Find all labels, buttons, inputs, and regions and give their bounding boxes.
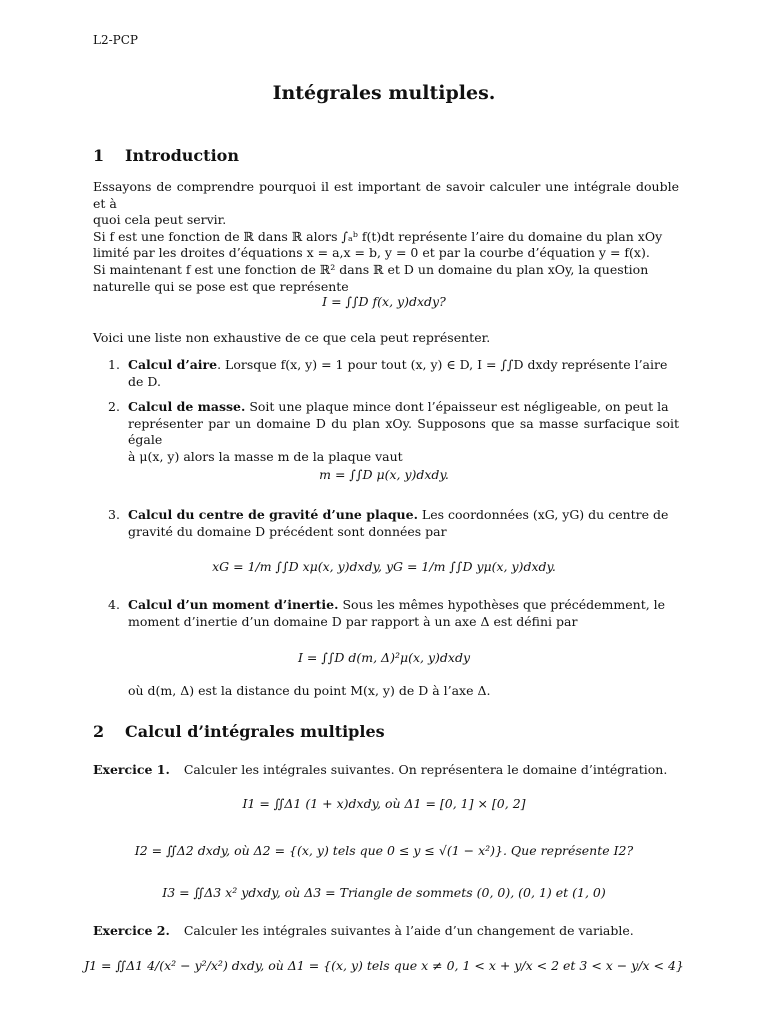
paragraph: Essayons de comprendre pourquoi il est important de savoir calculer une intégrale double et à quoi cela peut servir. Si f est une fonction de ℝ dans ℝ alors ∫ₐᵇ f(t)dt représente l’aire du domaine du plan xOy limité par les droites d’équations x = a,x = b, y = 0 et par la courbe d’équation y = f(x). Si maintenant f est une fonction de ℝ² dans ℝ et D un domaine du plan xOy, la question naturelle qui se pose est que représente <box>93 179 679 294</box>
paragraph: Voici une liste non exhaustive de ce que cela peut représenter. <box>93 330 491 345</box>
exercise-statement: Exercice 2. Calculer les intégrales suivantes à l’aide d’un changement de variable. <box>93 923 634 938</box>
list-item-continuation: où d(m, Δ) est la distance du point M(x, y) de D à l’axe Δ. <box>128 683 491 698</box>
equation: I2 = ∬Δ2 dxdy, où Δ2 = {(x, y) tels que 0 ≤ y ≤ √(1 − x²)}. Que représente I2? <box>134 843 634 858</box>
section-heading: 1 Introduction <box>93 146 239 165</box>
equation: J1 = ∬Δ1 4/(x² − y²/x²) dxdy, où Δ1 = {(x, y) tels que x ≠ 0, 1 < x + y/x < 2 et 3 < x − y/x < 4} <box>84 958 684 973</box>
equation: m = ∫∫D μ(x, y)dxdy. <box>319 467 449 482</box>
equation: I = ∫∫D f(x, y)dxdy? <box>322 294 446 309</box>
list-item: 2. Calcul de masse. Soit une plaque mince dont l’épaisseur est négligeable, on peut la représenter par un domaine D du plan xOy. Supposons que sa masse surfacique soit égale à μ(x, y) alors la masse m de la plaque vaut <box>108 399 679 464</box>
list-item: 4. Calcul d’un moment d’inertie. Sous les mêmes hypothèses que précédemment, le moment d’inertie d’un domaine D par rapport à un axe Δ est défini par <box>108 597 666 629</box>
equation: xG = 1/m ∫∫D xμ(x, y)dxdy, yG = 1/m ∫∫D yμ(x, y)dxdy. <box>212 559 556 574</box>
equation: I3 = ∬Δ3 x² ydxdy, où Δ3 = Triangle de sommets (0, 0), (0, 1) et (1, 0) <box>162 885 606 900</box>
list-item: 3. Calcul du centre de gravité d’une plaque. Les coordonnées (xG, yG) du centre de gravité du domaine D précédent sont données par <box>108 507 669 539</box>
section-heading: 2 Calcul d’intégrales multiples <box>93 722 385 741</box>
list-item: 1. Calcul d’aire. Lorsque f(x, y) = 1 pour tout (x, y) ∈ D, I = ∫∫D dxdy représente l’aire de D. <box>108 357 668 389</box>
running-header: L2-PCP <box>93 33 138 47</box>
document-title: Intégrales multiples. <box>272 82 496 104</box>
equation: I1 = ∬Δ1 (1 + x)dxdy, où Δ1 = [0, 1] × [0, 2] <box>242 796 526 811</box>
exercise-statement: Exercice 1. Calculer les intégrales suivantes. On représentera le domaine d’intégration. <box>93 762 668 777</box>
equation: I = ∫∫D d(m, Δ)²μ(x, y)dxdy <box>297 650 471 665</box>
